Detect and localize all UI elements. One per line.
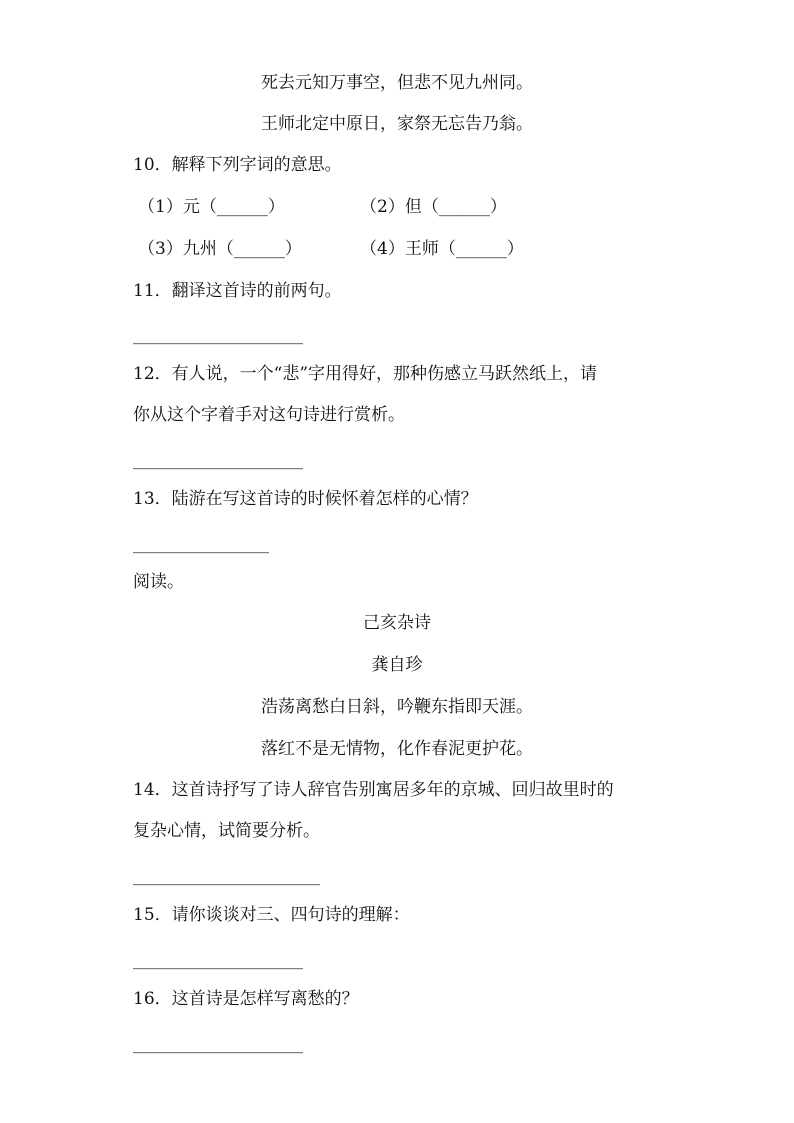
question-11: 11．翻译这首诗的前两句。: [133, 281, 342, 301]
answer-line-15[interactable]: ____________________: [133, 950, 303, 970]
poem-line: 落红不是无情物，化作春泥更护花。: [261, 739, 533, 759]
poem-line: 死去元知万事空，但悲不见九州同。: [261, 73, 533, 93]
answer-line-13[interactable]: ________________: [133, 534, 269, 554]
q10-item-4: （4）王师（______）: [360, 239, 524, 259]
answer-line-16[interactable]: ____________________: [133, 1034, 303, 1054]
poem-title: 己亥杂诗: [363, 613, 431, 633]
question-12-line-1: 12．有人说，一个“悲”字用得好，那种伤感立马跃然纸上，请: [133, 364, 598, 384]
question-12-line-2: 你从这个字着手对这句诗进行赏析。: [133, 405, 405, 425]
q10-item-2: （2）但（______）: [360, 197, 507, 217]
answer-line-14[interactable]: ______________________: [133, 866, 320, 886]
poem-line: 王师北定中原日，家祭无忘告乃翁。: [261, 114, 533, 134]
question-14-line-1: 14．这首诗抒写了诗人辞官告别寓居多年的京城、回归故里时的: [133, 780, 614, 800]
poem-line: 浩荡离愁白日斜，吟鞭东指即天涯。: [261, 697, 533, 717]
q10-item-1: （1）元（______）: [138, 197, 285, 217]
poem-author: 龚自珍: [371, 655, 423, 675]
question-15: 15．请你谈谈对三、四句诗的理解：: [133, 905, 410, 925]
q10-item-3: （3）九州（______）: [138, 239, 302, 259]
reading-label: 阅读。: [133, 572, 184, 592]
question-13: 13．陆游在写这首诗的时候怀着怎样的心情？: [133, 489, 478, 509]
answer-line-12[interactable]: ____________________: [133, 450, 303, 470]
question-16: 16．这首诗是怎样写离愁的？: [133, 989, 359, 1009]
question-14-line-2: 复杂心情，试简要分析。: [133, 821, 320, 841]
question-10: 10．解释下列字词的意思。: [133, 155, 342, 175]
answer-line-11[interactable]: ____________________: [133, 325, 303, 345]
